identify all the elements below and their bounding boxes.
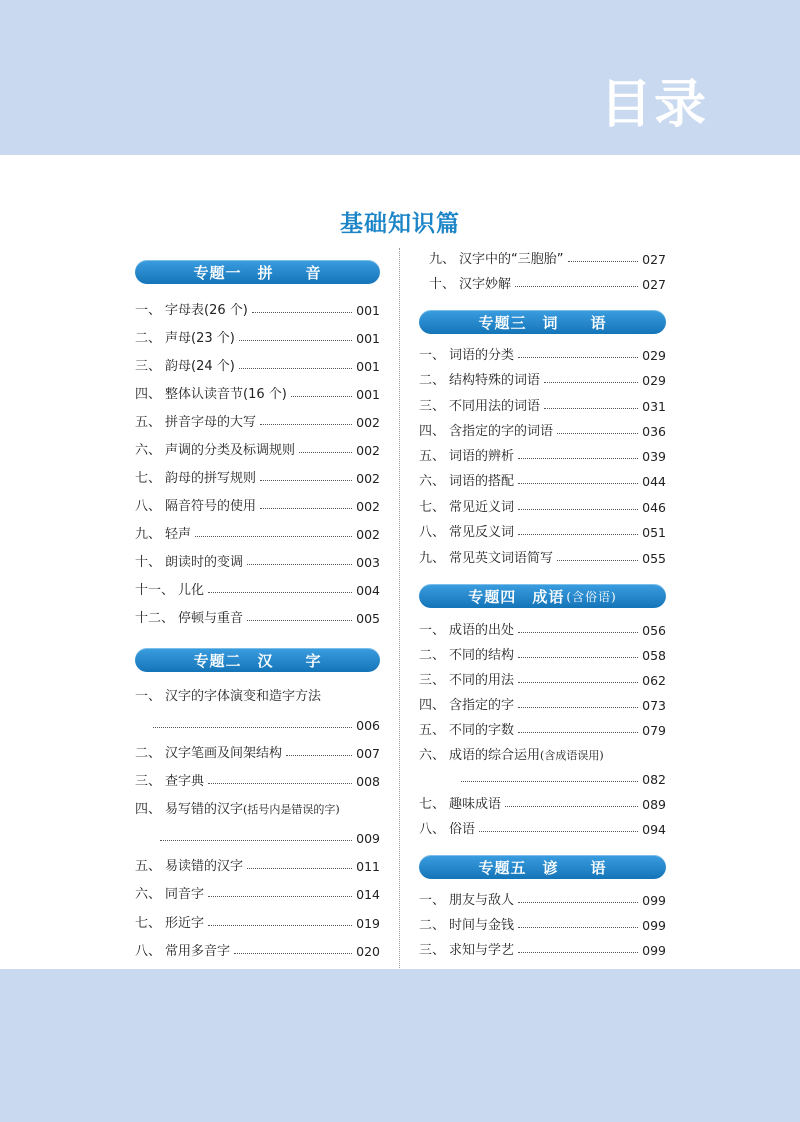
entry-title: 常用多音字 [165, 944, 231, 959]
page-title: 目录 [599, 75, 708, 135]
entry-note: (含成语误用) [540, 749, 604, 762]
topic-name: 词 语 [542, 313, 607, 332]
entry-number: 八、 [135, 944, 162, 959]
entry-label [165, 915, 204, 933]
topic-header[interactable] [135, 648, 380, 672]
entry-number: 五、 [135, 415, 162, 430]
entry-title: 趣味成语 [449, 797, 502, 812]
dot-leader [260, 508, 352, 509]
entry-title: 同音字 [165, 887, 205, 902]
entry-title: 韵母(24 个) [165, 359, 235, 374]
dot-leader [291, 396, 352, 397]
dot-leader [518, 732, 638, 733]
toc-entry[interactable] [135, 688, 380, 706]
entry-title: 轻声 [165, 527, 192, 542]
dot-leader [234, 953, 352, 954]
entry-number: 八、 [419, 525, 446, 540]
dot-leader [299, 452, 352, 453]
entry-label [459, 276, 511, 294]
dot-leader [160, 840, 352, 841]
entry-title: 求知与学艺 [449, 943, 515, 958]
topic-header[interactable] [419, 584, 666, 608]
dot-leader [518, 902, 638, 903]
toc-entry[interactable] [419, 276, 666, 294]
dot-leader [252, 312, 352, 313]
entry-title: 词语的分类 [449, 348, 515, 363]
toc-entry[interactable] [135, 498, 380, 516]
entry-label [165, 773, 204, 791]
page-number: 002 [356, 443, 380, 458]
dot-leader [557, 560, 638, 561]
page-number: 094 [642, 822, 666, 837]
entry-number: 九、 [419, 551, 446, 566]
page-number: 055 [642, 551, 666, 566]
topic-number: 专题三 [478, 313, 527, 332]
entry-number: 六、 [135, 887, 162, 902]
entry-title: 整体认读音节(16 个) [165, 387, 287, 402]
toc-entry[interactable] [135, 442, 380, 460]
entry-title: 朗读时的变调 [165, 555, 244, 570]
page-number: 007 [356, 746, 380, 761]
page-number: 008 [356, 774, 380, 789]
entry-label [165, 302, 248, 320]
entry-number: 二、 [419, 648, 446, 663]
entry-number: 七、 [135, 471, 162, 486]
entry-label [449, 524, 514, 542]
entry-title: 易读错的汉字 [165, 859, 244, 874]
page-number: 073 [642, 698, 666, 713]
toc-entry[interactable] [419, 672, 666, 690]
entry-number: 一、 [135, 689, 162, 704]
toc-entry[interactable] [135, 943, 380, 961]
dot-leader [195, 536, 352, 537]
page-number: 002 [356, 499, 380, 514]
page-number: 044 [642, 474, 666, 489]
footer-band [0, 969, 800, 1122]
dot-leader [518, 927, 638, 928]
entry-title: 不同的结构 [449, 648, 515, 663]
dot-leader [518, 458, 638, 459]
toc-entry[interactable] [419, 892, 666, 910]
toc-entry[interactable] [419, 347, 666, 365]
entry-number: 五、 [135, 859, 162, 874]
toc-entry[interactable] [135, 414, 380, 432]
entry-number: 一、 [419, 893, 446, 908]
page-number: 014 [356, 887, 380, 902]
topic-number: 专题五 [478, 858, 527, 877]
dot-leader [260, 424, 352, 425]
toc-entry[interactable] [419, 697, 666, 715]
toc-entry[interactable] [419, 448, 666, 466]
entry-label [165, 470, 256, 488]
dot-leader [208, 592, 352, 593]
entry-label [449, 747, 604, 765]
page-number: 062 [642, 673, 666, 688]
page-number: 001 [356, 331, 380, 346]
entry-number: 二、 [135, 746, 162, 761]
entry-title: 汉字的字体演变和造字方法 [165, 689, 322, 704]
page-number: 099 [642, 918, 666, 933]
page-number: 004 [356, 583, 380, 598]
page-number: 029 [642, 348, 666, 363]
entry-number: 一、 [419, 623, 446, 638]
dot-leader [153, 727, 352, 728]
toc-entry[interactable] [135, 470, 380, 488]
entry-number: 十、 [135, 555, 162, 570]
dot-leader [568, 261, 639, 262]
page-number: 082 [642, 772, 666, 787]
entry-title: 不同的字数 [449, 723, 515, 738]
page-number: 031 [642, 399, 666, 414]
toc-entry[interactable] [419, 251, 666, 269]
entry-number: 九、 [135, 527, 162, 542]
entry-label [165, 358, 235, 376]
page-number: 099 [642, 943, 666, 958]
entry-label [165, 442, 295, 460]
entry-title: 常见近义词 [449, 500, 515, 515]
entry-label [449, 372, 540, 390]
page-number: 036 [642, 424, 666, 439]
dot-leader [461, 781, 638, 782]
page-number: 002 [356, 527, 380, 542]
entry-label [165, 801, 340, 819]
entry-number: 七、 [419, 797, 446, 812]
dot-leader [518, 707, 638, 708]
toc-entry[interactable] [135, 582, 380, 600]
dot-leader [557, 433, 638, 434]
entry-number: 四、 [135, 387, 162, 402]
toc-entry[interactable] [135, 330, 380, 348]
toc-entry[interactable] [419, 622, 666, 640]
topic-name: 拼 音 [257, 263, 322, 282]
entry-number: 六、 [419, 748, 446, 763]
topic-number: 专题四 [468, 587, 517, 606]
entry-label [449, 917, 514, 935]
toc-entry[interactable] [135, 801, 380, 819]
dot-leader [239, 340, 352, 341]
page-number: 046 [642, 500, 666, 515]
page-number: 002 [356, 415, 380, 430]
entry-title: 常见反义词 [449, 525, 515, 540]
entry-label [165, 498, 256, 516]
entry-label [165, 526, 191, 544]
entry-label [449, 499, 514, 517]
toc-entry[interactable] [419, 942, 666, 960]
page-number: 005 [356, 611, 380, 626]
entry-number: 三、 [135, 774, 162, 789]
entry-number: 十一、 [135, 583, 175, 598]
toc-entry[interactable] [419, 917, 666, 935]
page-number: 001 [356, 359, 380, 374]
page-number: 027 [642, 252, 666, 267]
entry-title: 时间与金钱 [449, 918, 515, 933]
toc-entry[interactable] [419, 747, 666, 765]
entry-number: 六、 [135, 443, 162, 458]
entry-title: 俗语 [449, 822, 476, 837]
entry-title: 声母(23 个) [165, 331, 235, 346]
entry-title: 常见英文词语简写 [449, 551, 554, 566]
topic-name: 成语 [532, 587, 565, 606]
entry-number: 七、 [419, 500, 446, 515]
page-number: 089 [642, 797, 666, 812]
toc-entry[interactable] [135, 554, 380, 572]
dot-leader [518, 952, 638, 953]
entry-label [165, 886, 204, 904]
topic-header[interactable] [135, 260, 380, 284]
toc-entry[interactable] [135, 858, 380, 876]
entry-title: 声调的分类及标调规则 [165, 443, 296, 458]
dot-leader [247, 620, 352, 621]
entry-number: 三、 [419, 943, 446, 958]
dot-leader [208, 783, 352, 784]
topic-number: 专题二 [193, 651, 242, 670]
entry-title: 易写错的汉字 [165, 802, 244, 817]
entry-title: 字母表(26 个) [165, 303, 248, 318]
entry-label [449, 448, 514, 466]
entry-label [165, 858, 243, 876]
topic-name: 汉 字 [257, 651, 322, 670]
page-number: 020 [356, 944, 380, 959]
entry-label [165, 554, 243, 572]
toc-entry[interactable] [135, 886, 380, 904]
entry-number: 一、 [419, 348, 446, 363]
entry-title: 词语的辨析 [449, 449, 515, 464]
toc-entry[interactable] [419, 499, 666, 517]
entry-label [449, 942, 514, 960]
entry-label [165, 745, 282, 763]
entry-title: 停顿与重音 [178, 611, 244, 626]
page-number: 058 [642, 648, 666, 663]
topic-note: (含俗语) [566, 589, 617, 604]
topic-number: 专题一 [193, 263, 242, 282]
dot-leader [544, 408, 638, 409]
entry-label [449, 550, 553, 568]
entry-number: 七、 [135, 916, 162, 931]
page-number: 051 [642, 525, 666, 540]
toc-entry-continuation[interactable] [135, 830, 380, 848]
topic-header[interactable] [419, 310, 666, 334]
page-number: 056 [642, 623, 666, 638]
entry-title: 汉字妙解 [459, 277, 512, 292]
toc-entry[interactable] [419, 398, 666, 416]
page-number: 079 [642, 723, 666, 738]
dot-leader [515, 286, 638, 287]
toc-entry[interactable] [419, 647, 666, 665]
toc-entry[interactable] [135, 915, 380, 933]
dot-leader [518, 509, 638, 510]
entry-number: 三、 [419, 673, 446, 688]
page-number: 039 [642, 449, 666, 464]
dot-leader [286, 755, 352, 756]
entry-number: 二、 [419, 373, 446, 388]
entry-title: 隔音符号的使用 [165, 499, 257, 514]
page-number: 099 [642, 893, 666, 908]
entry-title: 拼音字母的大写 [165, 415, 257, 430]
entry-label [165, 943, 230, 961]
entry-title: 韵母的拼写规则 [165, 471, 257, 486]
dot-leader [260, 480, 352, 481]
entry-label [449, 347, 514, 365]
dot-leader [247, 564, 352, 565]
page-number: 002 [356, 471, 380, 486]
entry-title: 查字典 [165, 774, 205, 789]
entry-title: 朋友与敌人 [449, 893, 515, 908]
entry-number: 五、 [419, 723, 446, 738]
entry-label [449, 821, 475, 839]
entry-title: 不同用法的词语 [449, 399, 541, 414]
entry-number: 三、 [419, 399, 446, 414]
entry-title: 含指定的字的词语 [449, 424, 554, 439]
entry-label [165, 688, 321, 706]
column-divider [399, 248, 400, 970]
entry-title: 形近字 [165, 916, 205, 931]
toc-entry[interactable] [135, 302, 380, 320]
entry-label [449, 647, 514, 665]
entry-number: 五、 [419, 449, 446, 464]
entry-number: 四、 [135, 802, 162, 817]
entry-number: 一、 [135, 303, 162, 318]
entry-title: 含指定的字 [449, 698, 515, 713]
page-number: 009 [356, 831, 380, 846]
page-number: 001 [356, 387, 380, 402]
dot-leader [518, 483, 638, 484]
dot-leader [247, 868, 352, 869]
topic-header[interactable] [419, 855, 666, 879]
entry-number: 九、 [429, 252, 456, 267]
toc-entry[interactable] [419, 423, 666, 441]
dot-leader [518, 534, 638, 535]
entry-number: 八、 [419, 822, 446, 837]
dot-leader [208, 925, 352, 926]
toc-entry[interactable] [135, 773, 380, 791]
toc-entry[interactable] [419, 722, 666, 740]
entry-label [449, 423, 553, 441]
entry-note: (括号内是错误的字) [243, 803, 340, 816]
toc-entry[interactable] [419, 796, 666, 814]
entry-title: 儿化 [178, 583, 205, 598]
entry-label [178, 582, 204, 600]
entry-number: 四、 [419, 698, 446, 713]
entry-label [165, 330, 235, 348]
dot-leader [505, 806, 638, 807]
dot-leader [479, 831, 638, 832]
toc-entry-continuation[interactable] [135, 717, 380, 735]
entry-number: 十二、 [135, 611, 175, 626]
toc-entry[interactable] [419, 524, 666, 542]
toc-entry[interactable] [135, 745, 380, 763]
entry-number: 十、 [429, 277, 456, 292]
entry-label [165, 414, 256, 432]
entry-number: 八、 [135, 499, 162, 514]
entry-title: 汉字中的“三胞胎” [459, 252, 564, 267]
page-number: 011 [356, 859, 380, 874]
page-number: 027 [642, 277, 666, 292]
entry-number: 四、 [419, 424, 446, 439]
toc-entry[interactable] [419, 372, 666, 390]
entry-title: 成语的综合运用 [449, 748, 541, 763]
dot-leader [518, 632, 638, 633]
entry-number: 三、 [135, 359, 162, 374]
dot-leader [208, 896, 352, 897]
toc-entry[interactable] [135, 386, 380, 404]
entry-label [459, 251, 563, 269]
page-number: 001 [356, 303, 380, 318]
dot-leader [544, 382, 638, 383]
toc-entry[interactable] [419, 473, 666, 491]
entry-label [449, 722, 514, 740]
dot-leader [239, 368, 352, 369]
entry-number: 六、 [419, 474, 446, 489]
entry-number: 二、 [419, 918, 446, 933]
entry-label [449, 473, 514, 491]
dot-leader [518, 682, 638, 683]
page-number: 006 [356, 718, 380, 733]
entry-label [449, 398, 540, 416]
entry-label [449, 892, 514, 910]
dot-leader [518, 357, 638, 358]
entry-title: 汉字笔画及间架结构 [165, 746, 283, 761]
toc-entry-continuation[interactable] [419, 771, 666, 789]
toc-entry[interactable] [135, 358, 380, 376]
dot-leader [518, 657, 638, 658]
entry-title: 成语的出处 [449, 623, 515, 638]
entry-label [165, 386, 287, 404]
entry-title: 结构特殊的词语 [449, 373, 541, 388]
toc-entry[interactable] [135, 610, 380, 628]
page-number: 003 [356, 555, 380, 570]
page-number: 029 [642, 373, 666, 388]
entry-number: 二、 [135, 331, 162, 346]
entry-label [178, 610, 243, 628]
entry-label [449, 697, 514, 715]
toc-entry[interactable] [135, 526, 380, 544]
entry-title: 不同的用法 [449, 673, 515, 688]
entry-label [449, 672, 514, 690]
toc-entry[interactable] [419, 550, 666, 568]
entry-label [449, 796, 501, 814]
entry-label [449, 622, 514, 640]
page-number: 019 [356, 916, 380, 931]
entry-title: 词语的搭配 [449, 474, 515, 489]
topic-name: 谚 语 [542, 858, 607, 877]
toc-entry[interactable] [419, 821, 666, 839]
section-title: 基础知识篇 [340, 211, 460, 237]
